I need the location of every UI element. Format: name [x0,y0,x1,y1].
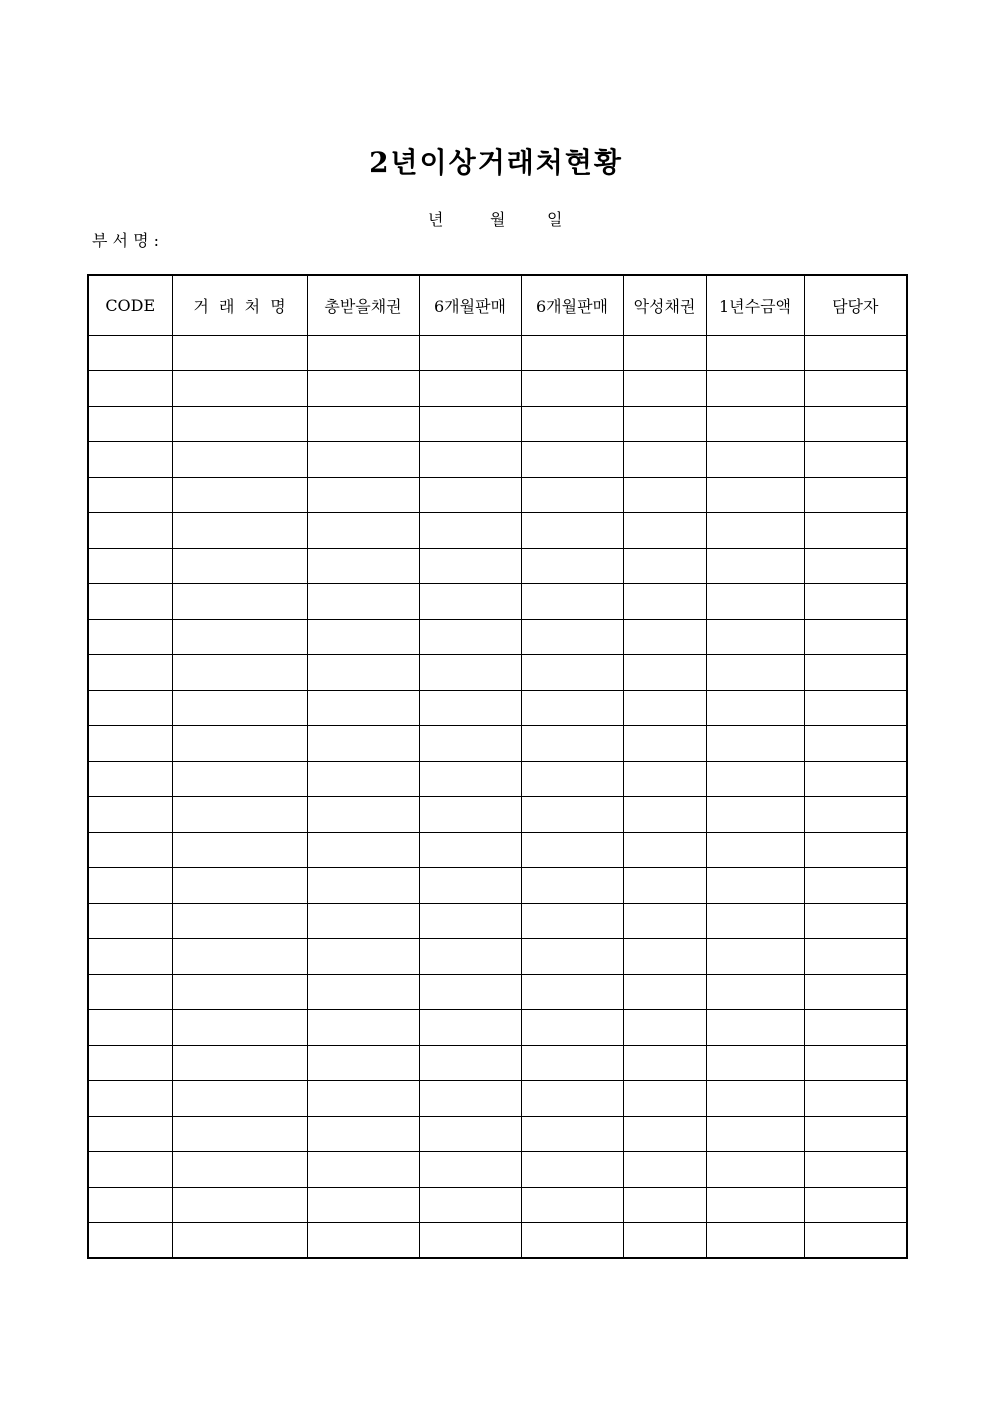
table-cell [706,1010,804,1046]
table-cell [88,1187,172,1223]
table-cell [88,1045,172,1081]
table-cell [307,868,419,904]
table-cell [88,442,172,478]
table-cell [623,548,706,584]
table-cell [419,726,521,762]
table-cell [804,335,907,371]
table-cell [419,939,521,975]
table-cell [706,406,804,442]
table-cell [172,1223,307,1259]
table-cell [623,797,706,833]
table-cell [623,939,706,975]
table-cell [804,903,907,939]
table-cell [172,1081,307,1117]
table-cell [88,548,172,584]
table-cell [307,974,419,1010]
table-cell [521,690,623,726]
table-cell [706,1223,804,1259]
table-cell [419,690,521,726]
table-cell [521,619,623,655]
table-cell [419,832,521,868]
table-row [88,548,907,584]
table-cell [706,371,804,407]
customer-status-table [87,274,908,1259]
table-cell [172,1187,307,1223]
table-cell [623,868,706,904]
table-cell [706,335,804,371]
table-cell [88,335,172,371]
table-cell [804,797,907,833]
table-cell [172,513,307,549]
table-row [88,1045,907,1081]
table-cell [706,619,804,655]
table-cell [172,832,307,868]
table-cell [706,761,804,797]
table-cell [172,761,307,797]
table-cell [88,1116,172,1152]
table-cell [623,406,706,442]
table-cell [88,619,172,655]
table-row [88,655,907,691]
table-cell [172,442,307,478]
table-cell [172,939,307,975]
table-cell [172,1152,307,1188]
table-cell [419,548,521,584]
table-cell [419,1010,521,1046]
document-title: 2년이상거래처현황 [369,146,623,179]
table-cell [307,832,419,868]
header-annual-collection: 1년수금액 [706,275,804,335]
table-cell [623,726,706,762]
table-cell [88,371,172,407]
table-cell [307,584,419,620]
table-cell [521,584,623,620]
table-cell [172,477,307,513]
table-cell [804,406,907,442]
table-row [88,477,907,513]
table-cell [307,761,419,797]
table-cell [623,1187,706,1223]
table-cell [88,726,172,762]
table-cell [706,797,804,833]
table-row [88,1010,907,1046]
table-row [88,726,907,762]
table-cell [521,442,623,478]
header-six-month-sales-2: 6개월판매 [521,275,623,335]
table-cell [521,335,623,371]
table-cell [88,1152,172,1188]
table-cell [804,442,907,478]
table-cell [172,335,307,371]
table-cell [804,690,907,726]
table-cell [804,548,907,584]
table-cell [521,797,623,833]
table-cell [307,1116,419,1152]
table-cell [172,797,307,833]
table-cell [706,1152,804,1188]
table-row [88,1081,907,1117]
table-cell [706,1116,804,1152]
year-label: 년 [428,210,444,229]
table-cell [706,1045,804,1081]
table-cell [623,832,706,868]
table-cell [623,477,706,513]
table-cell [521,655,623,691]
table-cell [804,1223,907,1259]
table-cell [88,1081,172,1117]
table-cell [172,868,307,904]
table-cell [88,868,172,904]
table-cell [172,1116,307,1152]
table-row [88,868,907,904]
table-cell [804,832,907,868]
table-cell [88,1010,172,1046]
table-cell [307,548,419,584]
table-cell [706,548,804,584]
table-cell [623,1010,706,1046]
table-cell [623,1152,706,1188]
table-cell [419,371,521,407]
table-cell [521,1081,623,1117]
table-cell [419,1223,521,1259]
table-cell [623,584,706,620]
table-cell [307,939,419,975]
header-row [88,275,907,335]
table-row [88,442,907,478]
table-cell [307,442,419,478]
table-cell [623,1081,706,1117]
table-cell [804,974,907,1010]
table-cell [172,1010,307,1046]
table-cell [623,974,706,1010]
table-cell [307,1045,419,1081]
table-cell [804,761,907,797]
table-cell [419,1152,521,1188]
table-cell [307,690,419,726]
table-cell [804,1152,907,1188]
table-cell [804,1187,907,1223]
table-cell [521,1116,623,1152]
table-row [88,761,907,797]
table-cell [88,903,172,939]
table-cell [623,690,706,726]
table-row [88,1187,907,1223]
table-cell [419,1045,521,1081]
table-cell [706,974,804,1010]
table-cell [419,477,521,513]
header-six-month-sales-1: 6개월판매 [419,275,521,335]
table-cell [88,939,172,975]
table-cell [307,513,419,549]
table-cell [706,726,804,762]
table-row [88,584,907,620]
table-cell [804,477,907,513]
month-label: 월 [490,210,506,229]
table-cell [172,406,307,442]
table-cell [307,655,419,691]
table-cell [419,442,521,478]
table-cell [623,1116,706,1152]
table-cell [623,655,706,691]
table-cell [623,1045,706,1081]
table-cell [706,477,804,513]
table-cell [307,1152,419,1188]
table-cell [172,903,307,939]
table-cell [521,406,623,442]
table-cell [307,797,419,833]
table-cell [804,655,907,691]
table-cell [623,903,706,939]
table-cell [521,371,623,407]
table-cell [706,584,804,620]
table-cell [706,832,804,868]
table-cell [88,832,172,868]
table-cell [307,406,419,442]
table-cell [521,548,623,584]
table-row [88,690,907,726]
table-cell [307,726,419,762]
table-cell [623,761,706,797]
table-cell [706,513,804,549]
table-row [88,939,907,975]
table-cell [521,974,623,1010]
table-row [88,1116,907,1152]
table-cell [88,584,172,620]
day-label: 일 [547,210,563,229]
table-row [88,1152,907,1188]
table-cell [521,832,623,868]
table-cell [804,1010,907,1046]
table-cell [88,761,172,797]
table-cell [419,1081,521,1117]
table-cell [706,1187,804,1223]
table-cell [419,584,521,620]
table-cell [804,619,907,655]
table-cell [172,1045,307,1081]
table-cell [419,903,521,939]
header-total-receivables: 총받을채권 [307,275,419,335]
table-cell [88,477,172,513]
header-code: CODE [88,275,172,335]
table-cell [706,903,804,939]
table-cell [419,974,521,1010]
table-cell [307,1223,419,1259]
table-cell [307,903,419,939]
table-cell [623,442,706,478]
table-cell [804,584,907,620]
department-label: 부 서 명 : [92,231,160,250]
table-cell [172,371,307,407]
table-cell [521,761,623,797]
table-cell [419,513,521,549]
table-cell [172,690,307,726]
table-row [88,832,907,868]
table-cell [307,335,419,371]
table-cell [706,939,804,975]
table-row [88,406,907,442]
table-cell [521,513,623,549]
header-customer-name: 거 래 처 명 [172,275,307,335]
table-body [88,335,907,1258]
table-cell [307,477,419,513]
table-row [88,1223,907,1259]
table-cell [521,903,623,939]
table-cell [419,868,521,904]
table-cell [706,655,804,691]
table-cell [521,939,623,975]
table-cell [521,726,623,762]
table-cell [419,655,521,691]
table-cell [419,761,521,797]
table-cell [623,513,706,549]
table-cell [804,1045,907,1081]
table-row [88,797,907,833]
table-row [88,513,907,549]
table-cell [623,1223,706,1259]
table-cell [307,1187,419,1223]
table-cell [521,1010,623,1046]
table-cell [419,1116,521,1152]
table-cell [804,513,907,549]
table-cell [623,619,706,655]
table-cell [307,619,419,655]
table-row [88,619,907,655]
table-cell [88,655,172,691]
table-cell [88,406,172,442]
table-cell [88,797,172,833]
header-manager: 담당자 [804,275,907,335]
table-cell [804,868,907,904]
table-cell [521,1045,623,1081]
table-cell [706,868,804,904]
table-cell [419,406,521,442]
table-cell [804,371,907,407]
table-cell [172,548,307,584]
table-cell [804,726,907,762]
table-cell [172,619,307,655]
table-cell [419,797,521,833]
table-cell [804,1116,907,1152]
table-cell [521,1187,623,1223]
table-cell [88,974,172,1010]
table-cell [521,868,623,904]
table-row [88,974,907,1010]
table-cell [623,335,706,371]
table-cell [804,1081,907,1117]
table-cell [521,1223,623,1259]
table-cell [521,477,623,513]
table-row [88,371,907,407]
table-row [88,903,907,939]
table-cell [88,690,172,726]
table-cell [521,1152,623,1188]
table-cell [88,513,172,549]
table-cell [706,690,804,726]
table-cell [172,584,307,620]
table-cell [172,974,307,1010]
table-cell [307,371,419,407]
table-cell [419,1187,521,1223]
table-cell [307,1081,419,1117]
table-row [88,335,907,371]
table-cell [623,371,706,407]
table-cell [706,1081,804,1117]
table-cell [419,335,521,371]
table-cell [804,939,907,975]
table-cell [172,726,307,762]
table-cell [88,1223,172,1259]
table-cell [419,619,521,655]
table-cell [172,655,307,691]
table-cell [706,442,804,478]
table-cell [307,1010,419,1046]
header-bad-debt: 악성채권 [623,275,706,335]
